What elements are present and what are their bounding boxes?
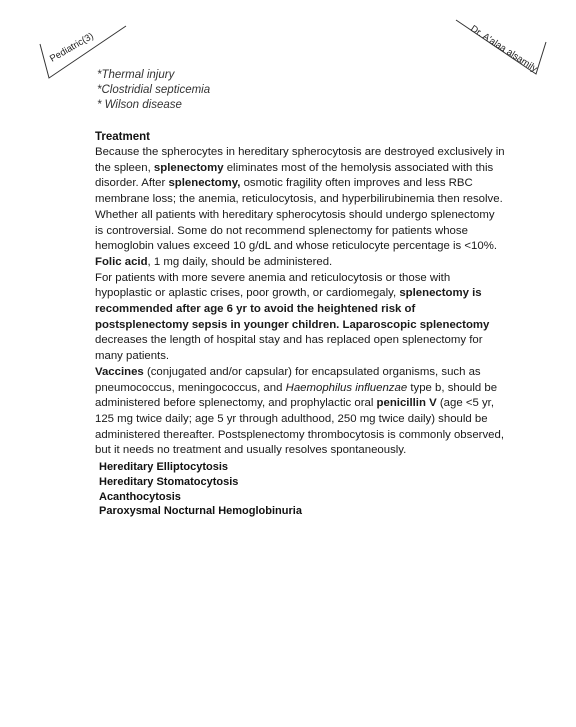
paragraph-text: eliminates most of the hemolysis associated with this disorder. After — [95, 161, 494, 190]
paragraph-text: decreases the length of hospital stay and has replaced open splenectomy for many patients. — [95, 334, 483, 363]
left-stamp-label: Pediatric(3) — [48, 30, 96, 65]
paragraph-text: , 1 mg daily, should be administered. — [147, 255, 333, 268]
paragraph-text: For patients with more severe anemia and reticulocytosis or those with hypoplastic or aplastic crises, poor growth, or cardiomegaly, — [95, 271, 451, 300]
topic-heading: Hereditary Elliptocytosis — [99, 461, 228, 473]
topic-heading: Acanthocytosis — [99, 490, 181, 503]
related-topics — [99, 460, 302, 519]
paragraph-text: (conjugated and/or capsular) for encapsulated organisms, such as pneumococcus, meningococcus, and — [95, 365, 481, 394]
list-item: * Wilson disease — [97, 99, 182, 111]
emphasis-text: penicillin V — [376, 397, 437, 410]
paragraph-text: (age <5 yr, 125 mg twice daily; age 5 yr through adulthood, 250 mg twice daily) should be administered thereafter. Postsplenectomy thrombocytosis is commonly observed, but it needs no treatment and usually resolves spontaneously. — [95, 397, 504, 457]
paragraph-text: osmotic fragility often improves and less RBC membrane loss; the anemia, reticulocytosis, and hyperbilirubinemia then resolve. Whether all patients with hereditary spherocytosis should undergo splenectomy is controversial. Some do not recommend splenectomy for patients whose hemoglobin values exceed 10 g/dL and whose reticulocyte percentage is <10%. — [95, 177, 503, 253]
italic-text: Haemophilus influenzae — [285, 381, 408, 394]
treatment-paragraph — [95, 145, 505, 255]
emphasis-text: Vaccines — [95, 365, 144, 378]
paragraph-text: Because the spherocytes in hereditary spherocytosis are destroyed exclusively in the spleen, — [95, 146, 505, 174]
treatment-paragraph — [95, 271, 505, 365]
treatment-body — [95, 145, 505, 459]
treatment-paragraph — [95, 255, 505, 271]
treatment-paragraph — [95, 365, 505, 459]
emphasis-text: splenectomy is recommended after age 6 yr to avoid the heightened risk of postsplenectomy sepsis in younger children. — [95, 287, 482, 331]
cause-list — [97, 68, 210, 113]
paragraph-text: type b, should be administered before splenectomy, and prophylactic oral — [95, 381, 498, 410]
emphasis-text: splenectomy — [153, 161, 224, 174]
emphasis-text: Laparoscopic splenectomy — [342, 318, 490, 331]
treatment-heading: Treatment — [95, 131, 150, 143]
list-item: *Thermal injury — [97, 69, 175, 81]
emphasis-text: Folic acid — [95, 255, 148, 268]
emphasis-text: splenectomy, — [168, 177, 241, 190]
right-corner-stamp — [456, 20, 546, 75]
topic-heading: Paroxysmal Nocturnal Hemoglobinuria — [99, 505, 302, 518]
topic-heading: Hereditary Stomatocytosis — [99, 475, 239, 488]
list-item: *Clostridial septicemia — [97, 84, 211, 96]
right-stamp-label: Dr. A'alaa alsamily — [468, 23, 540, 75]
